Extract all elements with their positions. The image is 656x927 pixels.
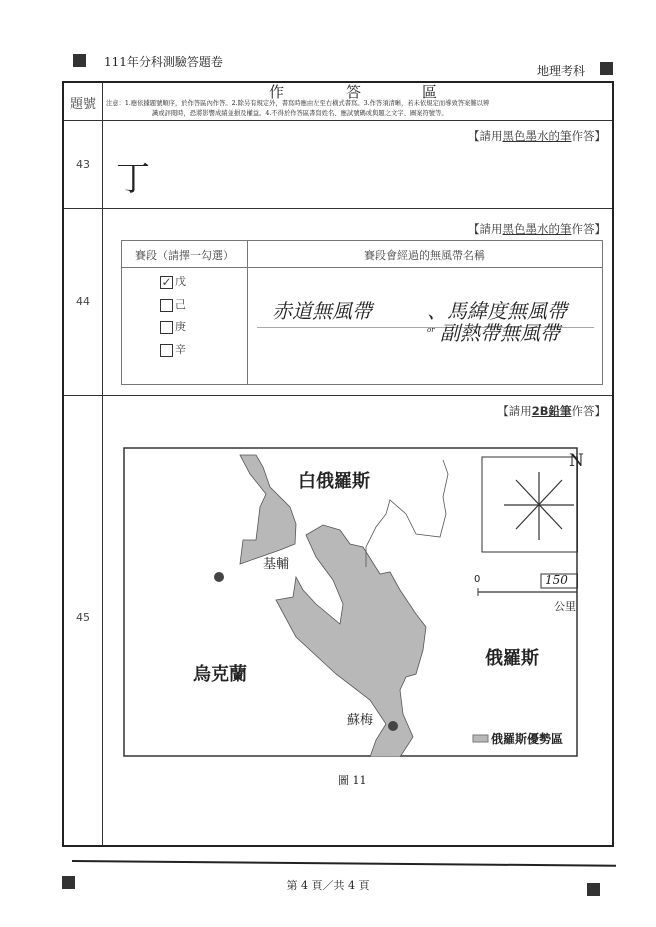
row-divider — [64, 208, 612, 209]
registration-mark — [587, 883, 600, 896]
label-sumy: 蘇梅 — [347, 713, 374, 728]
row-divider — [64, 395, 612, 396]
footer-rule — [72, 860, 616, 867]
legend-swatch — [473, 735, 488, 742]
checkbox[interactable] — [160, 344, 173, 357]
label-russia: 俄羅斯 — [485, 648, 539, 669]
area-title-1: 作 — [269, 83, 285, 101]
stage-option-geng[interactable] — [160, 318, 186, 334]
kyiv-marker — [214, 572, 224, 582]
checkbox[interactable] — [160, 321, 173, 334]
answer-text-3[interactable]: 副熱帶無風帶 — [440, 321, 560, 345]
question-number-header: 題號 — [69, 97, 96, 112]
label-kyiv: 基輔 — [263, 557, 290, 572]
page-number: 第 4 頁／共 4 頁 — [286, 879, 370, 892]
figure-caption: 圖 11 — [338, 774, 367, 787]
scale-zero: 0 — [474, 574, 481, 585]
answer-text-1[interactable]: 赤道無風帶 — [272, 299, 372, 323]
scale-value[interactable]: 150 — [545, 573, 568, 587]
q43-answer[interactable]: 丁 — [116, 159, 150, 199]
notice-line-1: 注意：1.應依據題號順序，於作答區內作答。2.除另有規定外，書寫時應由左至右橫式書寫。3.作答須清晰，若未依規定而導致答案難以辨 — [106, 100, 490, 107]
checkbox-checked[interactable]: ✓ — [161, 274, 172, 289]
checkbox[interactable] — [160, 299, 173, 312]
question-number-43: 43 — [76, 158, 90, 171]
option-label: 己 — [175, 298, 186, 311]
stage-option-xin[interactable] — [160, 341, 186, 357]
answer-text-2[interactable]: 、馬緯度無風帶 — [427, 299, 567, 323]
q44-instruction: 【請用黑色墨水的筆作答】 — [468, 222, 606, 236]
column-divider — [247, 241, 248, 384]
area-title-3: 區 — [422, 83, 438, 101]
option-label: 辛 — [175, 343, 186, 356]
sumy-marker — [388, 721, 398, 731]
label-belarus: 白俄羅斯 — [298, 471, 370, 492]
registration-mark — [600, 62, 613, 75]
row-divider — [64, 120, 612, 121]
subject-label: 地理考科 — [537, 64, 586, 78]
option-label: 庚 — [175, 320, 186, 333]
scale-unit: 公里 — [554, 600, 576, 613]
q44-answer-table — [121, 240, 603, 385]
q43-instruction: 【請用黑色墨水的筆作答】 — [468, 129, 606, 143]
question-number-45: 45 — [76, 611, 90, 624]
row-divider — [122, 267, 602, 268]
column-divider — [102, 83, 103, 845]
q45-instruction: 【請用2B鉛筆作答】 — [497, 404, 606, 418]
area-title-2: 答 — [346, 83, 362, 101]
notice-line-2: 識或評閱時，恐將影響成績並損及權益。4.不得於作答區書寫姓名、應試號碼或與題之文字、圖案符號等。 — [152, 110, 448, 117]
registration-mark — [73, 54, 86, 67]
stage-option-ji[interactable] — [160, 296, 186, 312]
stage-option-wu[interactable] — [160, 273, 186, 289]
answer-or-mark: or — [427, 326, 435, 334]
label-ukraine: 烏克蘭 — [193, 664, 247, 685]
stage-header: 賽段（請擇一勾選） — [135, 249, 234, 262]
doldrums-header: 賽段會經過的無風帶名稱 — [364, 249, 485, 262]
question-number-44: 44 — [76, 295, 90, 308]
option-label: 戊 — [175, 275, 186, 288]
north-label: N — [569, 451, 584, 471]
legend-label: 俄羅斯優勢區 — [491, 732, 564, 746]
exam-title: 111年分科測驗答題卷 — [104, 55, 223, 69]
figure-11-map — [123, 447, 584, 757]
